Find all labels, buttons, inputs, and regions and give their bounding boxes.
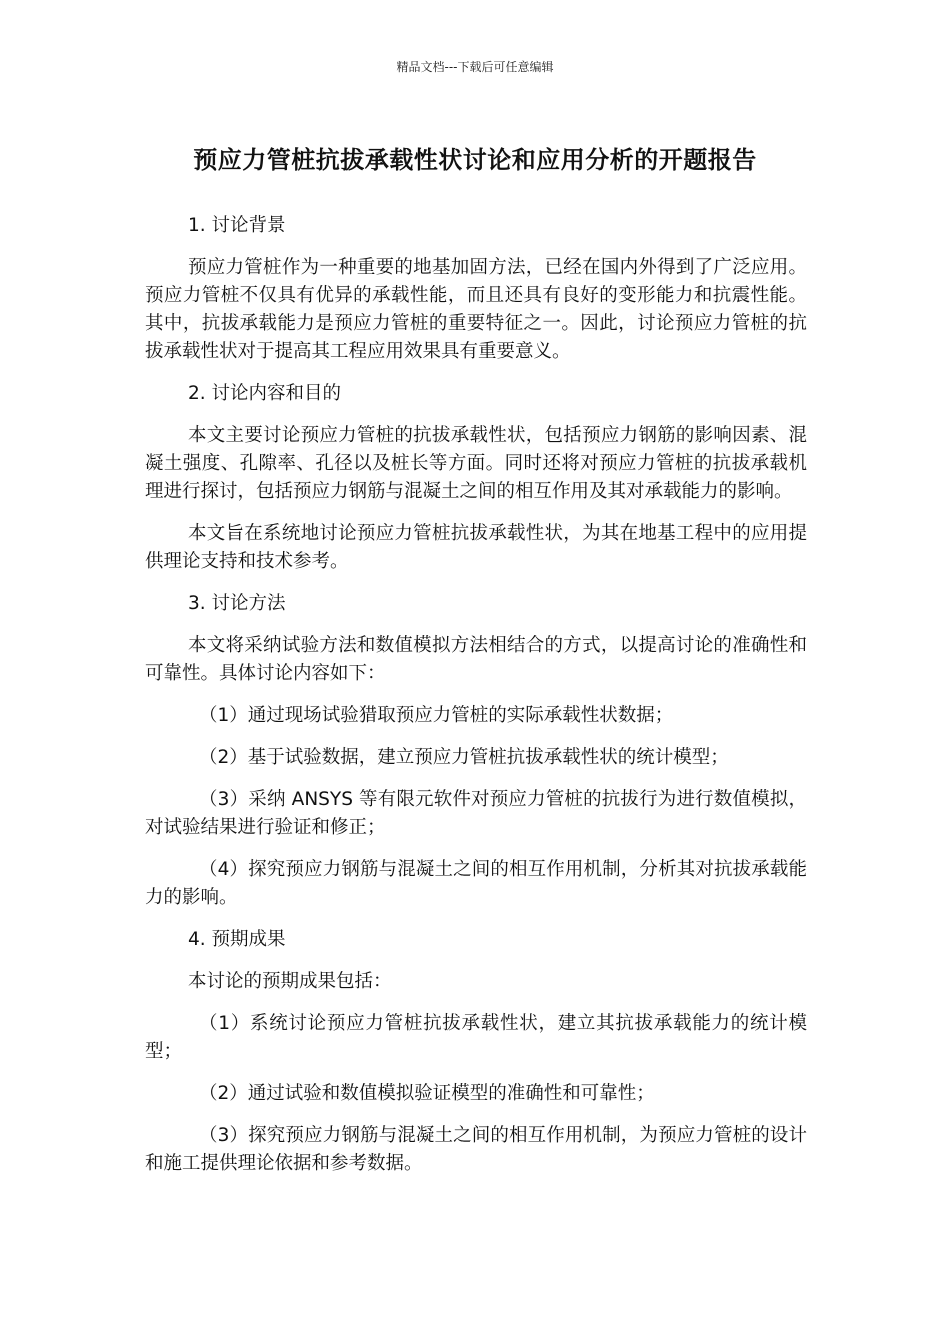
document-title: 预应力管桩抗拔承载性状讨论和应用分析的开题报告 (193, 146, 757, 174)
section-1-heading: 1. 讨论背景 (188, 215, 286, 236)
section-3-paragraph: 本文将采纳试验方法和数值模拟方法相结合的方式，以提高讨论的准确性和可靠性。具体讨论内容如下： (145, 635, 807, 684)
section-3-heading: 3. 讨论方法 (188, 593, 286, 614)
section-1-paragraph: 预应力管桩作为一种重要的地基加固方法，已经在国内外得到了广泛应用。预应力管桩不仅具有优异的承载性能，而且还具有良好的变形能力和抗震性能。其中，抗拔承载能力是预应力管桩的重要特征之一。因此，讨论预应力管桩的抗拔承载性状对于提高其工程应用效果具有重要意义。 (145, 257, 807, 362)
outcome-item-2: （2）通过试验和数值模拟验证模型的准确性和可靠性； (199, 1083, 655, 1104)
header-note: 精品文档---下载后可任意编辑 (396, 60, 554, 74)
outcome-item-1: （1）系统讨论预应力管桩抗拔承载性状，建立其抗拔承载能力的统计模型； (145, 1013, 807, 1062)
section-4-heading: 4. 预期成果 (188, 929, 286, 950)
method-item-1: （1）通过现场试验猎取预应力管桩的实际承载性状数据； (199, 705, 674, 726)
method-item-2: （2）基于试验数据，建立预应力管桩抗拔承载性状的统计模型； (199, 747, 729, 768)
document-body (145, 212, 807, 1192)
section-2-paragraph-2: 本文旨在系统地讨论预应力管桩抗拔承载性状，为其在地基工程中的应用提供理论支持和技术参考。 (145, 523, 807, 572)
outcome-item-3: （3）探究预应力钢筋与混凝土之间的相互作用机制，为预应力管桩的设计和施工提供理论依据和参考数据。 (145, 1125, 807, 1174)
method-item-4: （4）探究预应力钢筋与混凝土之间的相互作用机制，分析其对抗拔承载能力的影响。 (145, 859, 807, 908)
method-item-3: （3）采纳 ANSYS 等有限元软件对预应力管桩的抗拔行为进行数值模拟，对试验结果进行验证和修正； (145, 789, 807, 838)
section-4-paragraph: 本讨论的预期成果包括： (188, 971, 392, 992)
section-2-heading: 2. 讨论内容和目的 (188, 383, 342, 404)
section-2-paragraph-1: 本文主要讨论预应力管桩的抗拔承载性状，包括预应力钢筋的影响因素、混凝土强度、孔隙率、孔径以及桩长等方面。同时还将对预应力管桩的抗拔承载机理进行探讨，包括预应力钢筋与混凝土之间的相互作用及其对承载能力的影响。 (145, 425, 807, 502)
